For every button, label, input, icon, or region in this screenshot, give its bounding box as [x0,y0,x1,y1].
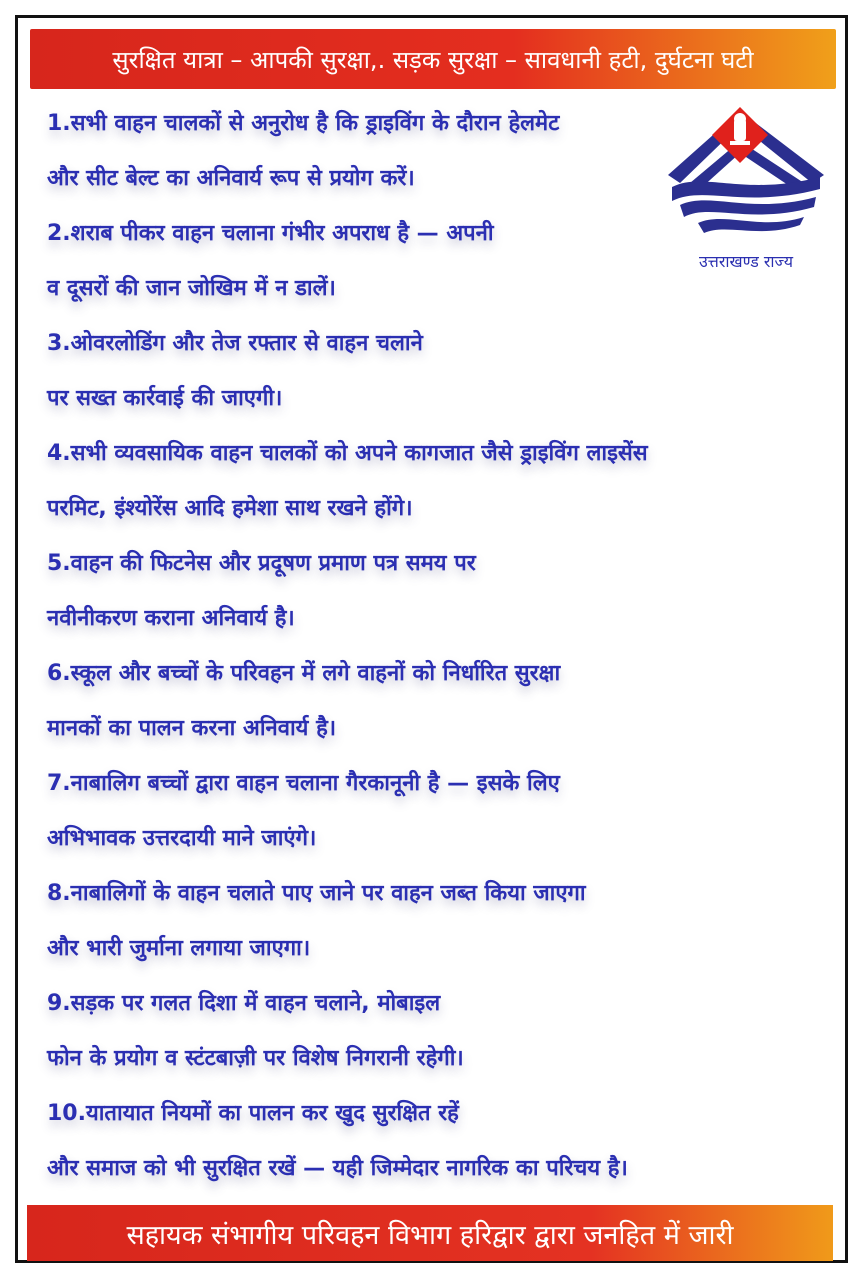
rule-line: 7.नाबालिग बच्चों द्वारा वाहन चलाना गैरकानूनी है — इसके लिए [47,771,560,796]
header-title: सुरक्षित यात्रा – आपकी सुरक्षा,. सड़क सुरक्षा – सावधानी हटी, दुर्घटना घटी [112,45,754,74]
rule-line: पर सख्त कार्रवाई की जाएगी। [47,386,283,411]
rule-line: 6.स्कूल और बच्चों के परिवहन में लगे वाहनों को निर्धारित सुरक्षा [47,661,561,686]
rule-line: 10.यातायात नियमों का पालन कर खुद सुरक्षित रहें [47,1101,459,1126]
rule-line: और भारी जुर्माना लगाया जाएगा। [47,936,311,961]
rule-line: और सीट बेल्ट का अनिवार्य रूप से प्रयोग करें। [47,166,415,191]
rule-line: 4.सभी व्यवसायिक वाहन चालकों को अपने कागजात जैसे ड्राइविंग लाइसेंस [47,441,648,466]
rule-line: 9.सड़क पर गलत दिशा में वाहन चलाने, मोबाइल [47,991,441,1016]
rule-line: परमिट, इंश्योरेंस आदि हमेशा साथ रखने होंगे। [47,496,413,521]
rule-line: नवीनीकरण कराना अनिवार्य है। [47,606,295,631]
rule-line: मानकों का पालन करना अनिवार्य है। [47,716,337,741]
rule-line: 2.शराब पीकर वाहन चलाना गंभीर अपराध है — अपनी [47,221,494,246]
rule-line: 8.नाबालिगों के वाहन चलाते पाए जाने पर वाहन जब्त किया जाएगा [47,881,586,906]
footer-text: सहायक संभागीय परिवहन विभाग हरिद्वार द्वारा जनहित में जारी [126,1219,734,1251]
rule-line: व दूसरों की जान जोखिम में न डालें। [47,276,336,301]
footer-banner [27,1205,833,1261]
rule-line: अभिभावक उत्तरदायी माने जाएंगे। [47,826,317,851]
logo-label: उत्तराखण्ड राज्य [699,252,793,271]
rule-line: और समाज को भी सुरक्षित रखें — यही जिम्मेदार नागरिक का परिचय है। [47,1156,628,1181]
rules-list [47,96,807,1196]
rule-line: 3.ओवरलोडिंग और तेज रफ्तार से वाहन चलाने [47,331,423,356]
header-banner [30,29,836,89]
rule-line: 5.वाहन की फिटनेस और प्रदूषण प्रमाण पत्र समय पर [47,551,476,576]
rule-line: फोन के प्रयोग व स्टंटबाज़ी पर विशेष निगरानी रहेगी। [47,1046,464,1071]
rule-line: 1.सभी वाहन चालकों से अनुरोध है कि ड्राइविंग के दौरान हेलमेट [47,111,560,136]
